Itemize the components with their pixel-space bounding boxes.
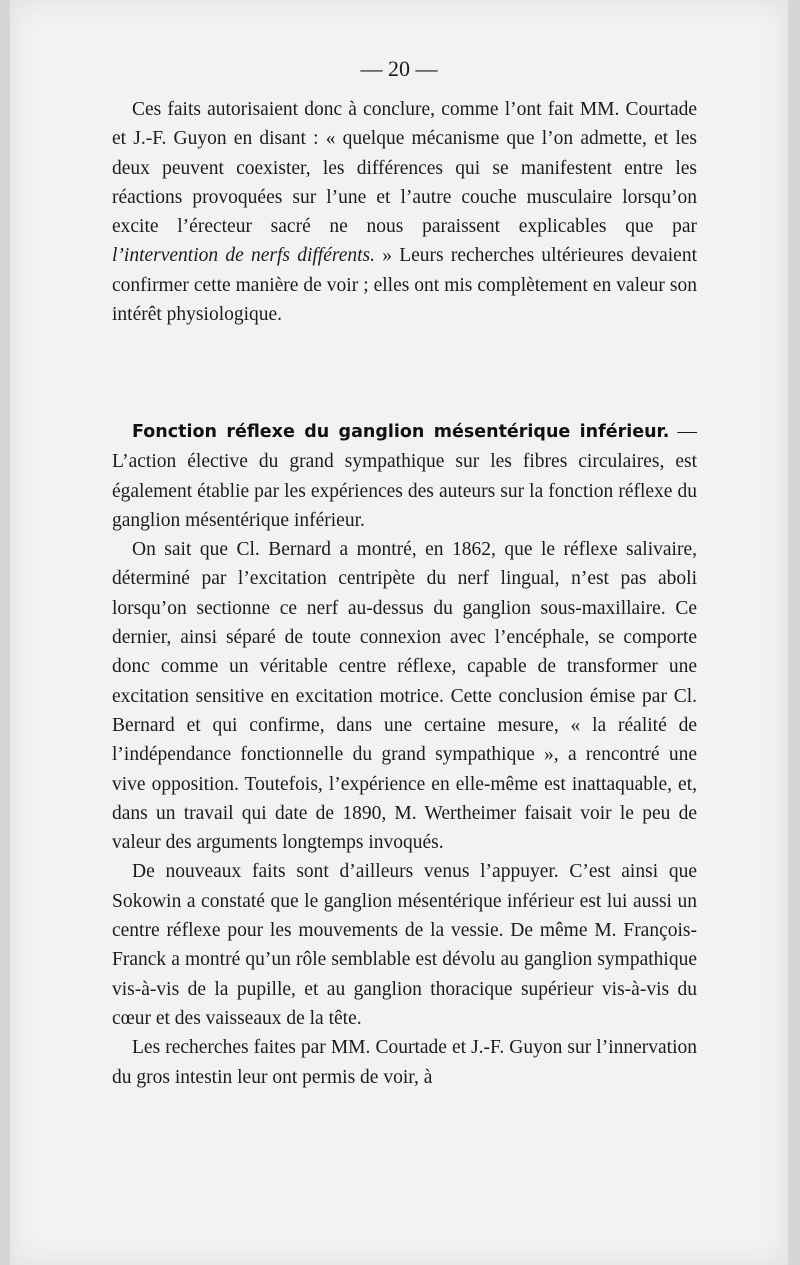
book-page [10, 0, 788, 1265]
body-text-section [112, 417, 697, 1092]
paragraph-1-text-after: » Leurs recherches ultérieures devaient confirmer cette manière de voir ; elles ont mis complètement en valeur son intérêt physiologique. [112, 245, 697, 326]
paragraph-4: De nouveaux faits sont d’ailleurs venus l’appuyer. C’est ainsi que Sokowin a constaté que le ganglion mésentérique inférieur est lui aussi un centre réflexe pour les mouvements de la vessie. De même M. François-Franck a montré qu’un rôle semblable est dévolu au ganglion sympathique vis-à-vis de la pupille, et au ganglion thoracique supérieur vis-à-vis du cœur et des vaisseaux de la tête. [112, 861, 697, 1029]
paragraph-1 [112, 95, 697, 329]
body-text-top [112, 95, 697, 329]
paragraph-2-text: — L’action élective du grand sympathique sur les fibres circulaires, est également établie par les expériences des auteurs sur la fonction réflexe du ganglion mésentérique inférieur. [112, 421, 697, 531]
page-number: — 20 — [360, 56, 438, 81]
paragraph-1-text-before: Ces faits autorisaient donc à conclure, comme l’ont fait MM. Courtade et J.-F. Guyon en disant : « quelque mécanisme que l’on admette, et les deux peuvent coexister, les différences qui se manifestent entre les réactions provoquées sur l’une et l’autre couche musculaire lorsqu’on excite l’érecteur sacré ne nous paraissent explicables que par [112, 99, 697, 238]
section-heading: Fonction réflexe du ganglion mésentérique inférieur. [132, 422, 670, 442]
paragraph-1-italic: l’intervention de nerfs différents. [112, 245, 376, 267]
paragraph-5: Les recherches faites par MM. Courtade et J.-F. Guyon sur l’innervation du gros intestin leur ont permis de voir, à [112, 1037, 697, 1088]
paragraph-3: On sait que Cl. Bernard a montré, en 1862, que le réflexe salivaire, déterminé par l’excitation centripète du nerf lingual, n’est pas aboli lorsqu’on sectionne ce nerf au-dessus du ganglion sous-maxillaire. Ce dernier, ainsi séparé de toute connexion avec l’encéphale, se comporte donc comme un véritable centre réflexe, capable de transformer une excitation sensitive en excitation motrice. Cette conclusion émise par Cl. Bernard et qui confirme, dans une certaine mesure, « la réalité de l’indépendance fonctionnelle du grand sympathique », a rencontré une vive opposition. Toutefois, l’expérience en elle-même est inattaquable, et, dans un travail qui date de 1890, M. Wertheimer faisait voir le peu de valeur des arguments longtemps invoqués. [112, 539, 697, 854]
paragraph-2 [112, 417, 697, 535]
